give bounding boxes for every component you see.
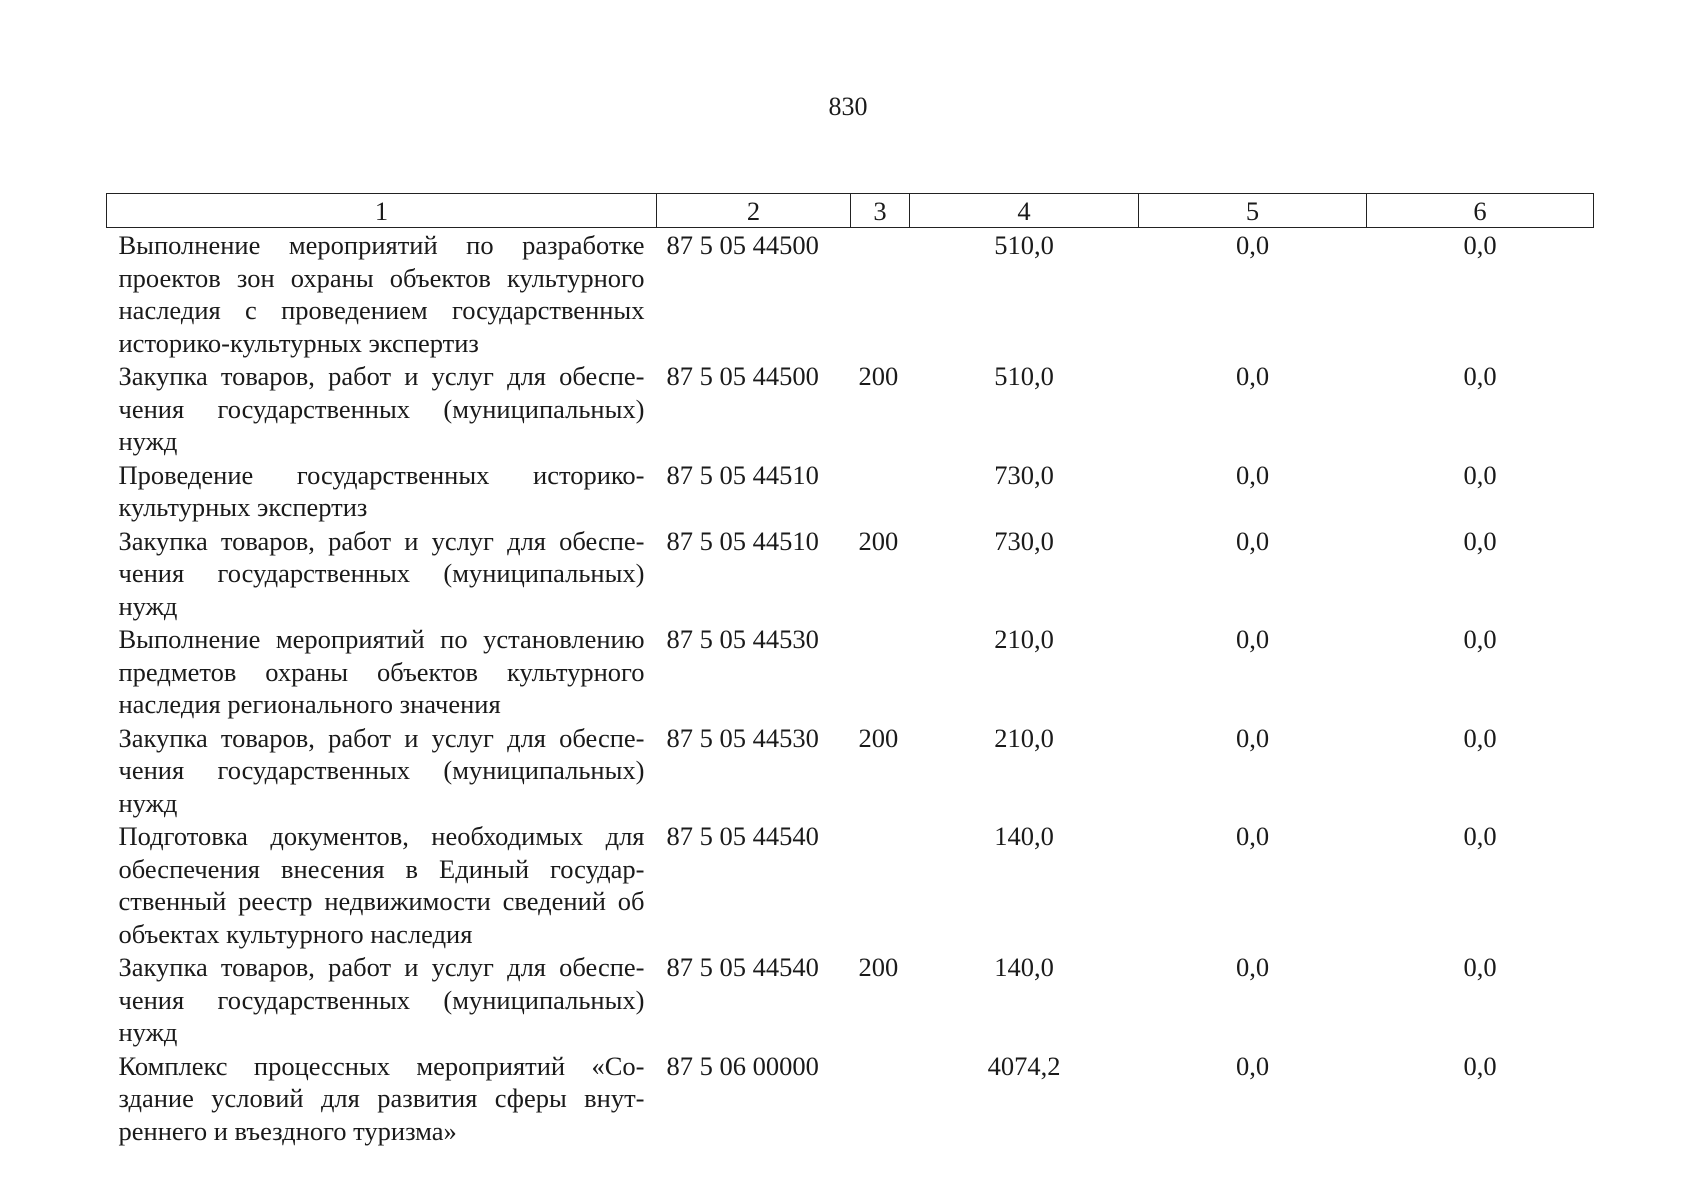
row-code: 87 5 05 44510 <box>666 459 819 490</box>
column-header-5: 5 <box>1139 194 1367 228</box>
row-expense-type: 200 <box>858 361 899 391</box>
row-value-5: 0,0 <box>1235 525 1270 556</box>
row-value-6: 0,0 <box>1463 525 1497 556</box>
row-expense-type <box>851 1049 910 1148</box>
row-name: Закупка товаров, работ и услуг для обеспечения государственных (муниципальных) нужд <box>118 525 645 621</box>
row-code: 87 5 05 44510 <box>666 525 819 556</box>
row-value-4: 510,0 <box>994 361 1054 391</box>
row-code: 87 5 05 44500 <box>666 230 819 260</box>
row-value-5: 0,0 <box>1235 821 1270 851</box>
table-row <box>107 622 1594 721</box>
row-value-6: 0,0 <box>1463 230 1497 260</box>
table-row <box>107 1049 1594 1148</box>
column-header-3: 3 <box>851 194 910 228</box>
row-value-4: 140,0 <box>994 952 1054 982</box>
table-row <box>107 228 1594 360</box>
row-code: 87 5 05 44500 <box>666 361 819 391</box>
row-code: 87 5 05 44530 <box>666 722 819 753</box>
row-code: 87 5 05 44530 <box>666 624 819 654</box>
row-value-6: 0,0 <box>1463 952 1497 982</box>
row-value-4: 510,0 <box>994 230 1054 260</box>
column-header-1: 1 <box>107 194 657 228</box>
row-value-4: 140,0 <box>994 821 1054 851</box>
table-row <box>107 359 1594 458</box>
table-body <box>107 228 1594 1148</box>
row-value-5: 0,0 <box>1235 459 1270 490</box>
table-row <box>107 950 1594 1049</box>
row-value-6: 0,0 <box>1463 722 1497 753</box>
row-expense-type: 200 <box>858 525 899 556</box>
row-value-6: 0,0 <box>1463 624 1497 654</box>
row-code: 87 5 05 44540 <box>666 821 819 851</box>
row-value-6: 0,0 <box>1463 821 1497 851</box>
row-name: Закупка товаров, работ и услуг для обеспечения государственных (муниципальных) нужд <box>118 952 645 1047</box>
row-expense-type <box>851 228 910 360</box>
row-expense-type: 200 <box>858 722 899 753</box>
header-row <box>107 194 1594 228</box>
row-value-6: 0,0 <box>1463 1050 1497 1081</box>
row-expense-type <box>851 622 910 721</box>
row-value-5: 0,0 <box>1235 1050 1270 1081</box>
column-header-2: 2 <box>657 194 851 228</box>
row-value-6: 0,0 <box>1463 361 1497 391</box>
row-name: Проведение государственных историко-культурных экспертиз <box>118 459 645 522</box>
table-row <box>107 458 1594 524</box>
row-name: Комплекс процессных мероприятий «Создание условий для развития сферы внутреннего и въездного туризма» <box>118 1050 645 1146</box>
row-name: Закупка товаров, работ и услуг для обеспечения государственных (муниципальных) нужд <box>118 361 645 456</box>
row-expense-type <box>851 458 910 524</box>
row-value-4: 4074,2 <box>987 1050 1061 1081</box>
row-expense-type <box>851 819 910 950</box>
row-name: Закупка товаров, работ и услуг для обеспечения государственных (муниципальных) нужд <box>118 722 645 818</box>
column-header-6: 6 <box>1367 194 1594 228</box>
row-value-5: 0,0 <box>1235 624 1270 654</box>
column-header-4: 4 <box>910 194 1139 228</box>
row-value-5: 0,0 <box>1235 361 1270 391</box>
table-row <box>107 721 1594 820</box>
table-row <box>107 819 1594 950</box>
row-name: Выполнение мероприятий по установлению предметов охраны объектов культурного наследия регионального значения <box>118 624 645 719</box>
row-value-4: 730,0 <box>994 459 1054 490</box>
row-name: Выполнение мероприятий по разработке проектов зон охраны объектов культурного наследия с проведением государственных историко-культурных экспертиз <box>118 230 645 358</box>
budget-table <box>106 193 1594 1147</box>
row-value-4: 210,0 <box>994 624 1054 654</box>
row-value-4: 730,0 <box>994 525 1054 556</box>
table-header <box>107 194 1594 228</box>
row-value-4: 210,0 <box>994 722 1054 753</box>
row-expense-type: 200 <box>858 952 899 982</box>
row-value-6: 0,0 <box>1463 459 1497 490</box>
row-code: 87 5 05 44540 <box>666 952 819 982</box>
row-code: 87 5 06 00000 <box>666 1050 819 1081</box>
row-name: Подготовка документов, необходимых для обеспечения внесения в Единый государственный реестр недвижимости сведений об объектах культурного наследия <box>118 821 645 949</box>
table-row <box>107 524 1594 623</box>
page-number: 830 <box>828 92 868 121</box>
row-value-5: 0,0 <box>1235 952 1270 982</box>
row-value-5: 0,0 <box>1235 722 1270 753</box>
row-value-5: 0,0 <box>1235 230 1270 260</box>
